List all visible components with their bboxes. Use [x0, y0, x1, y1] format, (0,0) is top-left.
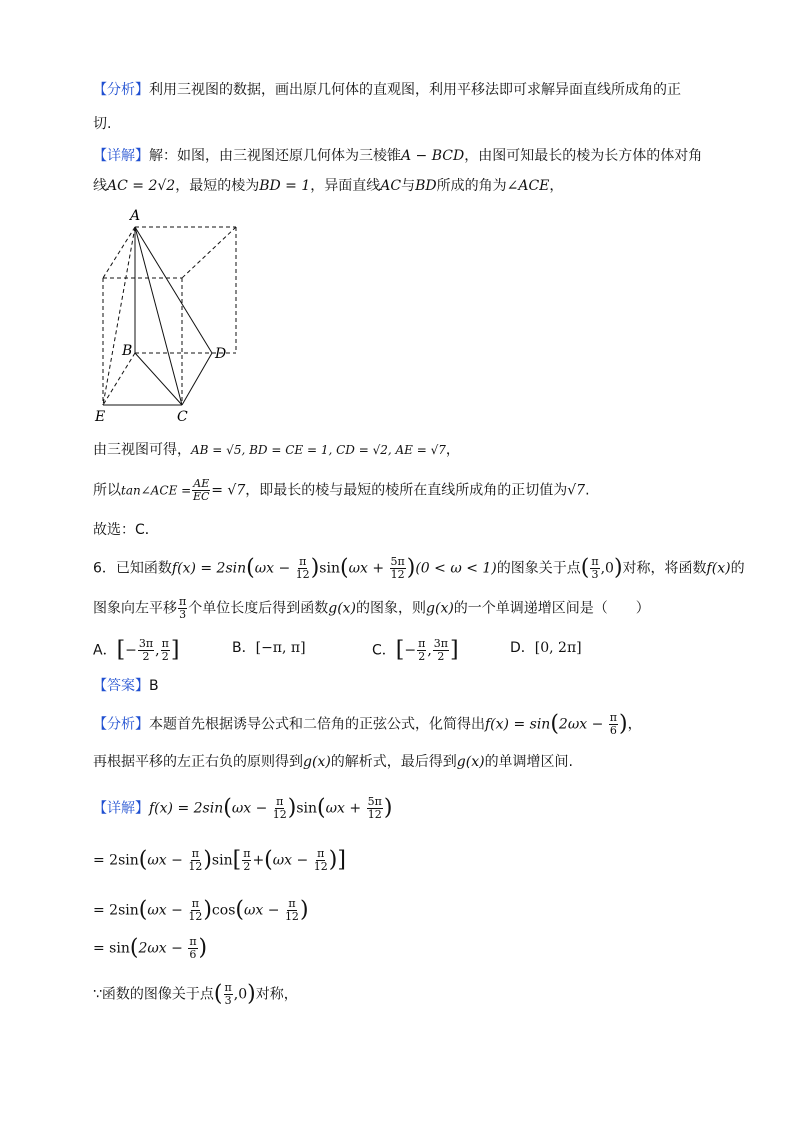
detail2-line-5: ∵函数的图像关于点( $\frac{\pi}{3}$ ,0)对称， — [93, 981, 298, 1007]
t: ，即最长的棱与最短的棱所在直线所成角的正切值为 — [245, 482, 568, 499]
t: 线 — [93, 178, 107, 194]
t: 的一个单调递增区间是（ ） — [453, 600, 650, 617]
math-bd2: BD — [415, 178, 437, 194]
q6-line-1: 6．已知函数f(x) = 2sin(ωx − $\frac{\pi}{12}$ )sin(ωx + $\frac{5\pi}{12}$ )(0 < ω < 1)的图象关于点( $\frac{\pi}{3}$ ,0)对称，将函数f(x)的 — [93, 555, 745, 581]
eq: = 2sin — [93, 852, 139, 869]
detail2-tag: 【详解】 — [93, 800, 149, 817]
t: 再根据平移的左正右负的原则得到 — [93, 754, 303, 770]
frac-5pi-12: $\frac{5\pi}{12}$ — [390, 555, 405, 581]
edge-ad — [135, 227, 212, 353]
math-bd: BD = 1 — [259, 178, 311, 194]
t: 与 — [401, 178, 416, 194]
option-c[interactable]: C．[− $\frac{\pi}{2}$ , $\frac{3\pi}{2}$ ] — [372, 637, 459, 663]
math-eq: = √7 — [211, 482, 246, 499]
t: ∵函数的图像关于点 — [93, 986, 214, 1003]
analysis-line-1 — [93, 80, 681, 100]
math-given: AB = √5, BD = CE = 1, CD = √2, AE = √7 — [191, 443, 446, 457]
t: 对称， — [255, 986, 298, 1003]
t: ， — [627, 716, 642, 733]
t: 的图象，则 — [356, 600, 427, 617]
label-c: C — [177, 409, 188, 425]
t: 的解析式，最后得到 — [330, 754, 457, 770]
frac-pi-3b: $\frac{\pi}{3}$ — [179, 595, 187, 621]
math-ac: AC = 2√2 — [107, 178, 176, 194]
math-val: √7 — [567, 482, 586, 499]
t: ，异面直线 — [310, 178, 381, 194]
t: 个单位长度后得到函数 — [188, 600, 329, 617]
option-value: [−π, π] — [255, 640, 306, 656]
paren: ) — [310, 555, 320, 581]
t: 的单调增区间. — [484, 754, 574, 770]
detail-text: 解：如图，由三视图还原几何体为三棱锥 — [149, 148, 401, 164]
frac-pi-12: $\frac{\pi}{12}$ — [295, 555, 310, 581]
q6-line-2 — [93, 596, 650, 621]
math-cond: (0 < ω < 1) — [415, 560, 497, 577]
math-angle: ∠ACE — [506, 178, 550, 194]
math-fx: f(x) = sin — [485, 716, 551, 733]
edge-cd — [182, 353, 212, 405]
t: ，最短的棱为 — [175, 178, 260, 194]
math-tan: tan∠ACE = — [121, 483, 192, 498]
analysis-line-2 — [93, 114, 111, 134]
analysis2-line-2 — [93, 752, 573, 772]
detail2-line-3: = 2sin(ωx − $\frac{\pi}{12}$ )cos(ωx − $\frac{\pi}{12}$ ) — [93, 897, 309, 923]
t: 的图象关于点 — [496, 560, 581, 577]
math-gx2: g(x) — [426, 600, 454, 617]
analysis-tag: 【分析】 — [93, 82, 149, 98]
option-label: C． — [372, 642, 396, 659]
option-label: A． — [93, 642, 117, 659]
option-label: D． — [510, 640, 535, 656]
eq: = 2sin — [93, 902, 139, 919]
analysis-text-2: 切. — [93, 116, 112, 132]
answer-tag: 【答案】 — [93, 678, 149, 694]
eq: = sin — [93, 940, 130, 957]
math-fx: f(x) = 2sin — [149, 800, 224, 817]
answer-value: B — [149, 678, 159, 694]
option-a[interactable]: A．[− $\frac{3\pi}{2}$ , $\frac{\pi}{2}$ ] — [93, 637, 180, 663]
choose-line — [93, 520, 159, 540]
t: 本题首先根据诱导公式和二倍角的正弦公式，化简得出 — [149, 716, 485, 733]
math-fx2: f(x) — [706, 560, 731, 577]
detail2-line-2: = 2sin(ωx − $\frac{\pi}{12}$ )sin[ $\frac{\pi}{2}$ +(ωx − $\frac{\pi}{12}$ )] — [93, 847, 346, 873]
label-e: E — [95, 409, 106, 425]
frac-pi-3: $\frac{\pi}{3}$ — [591, 555, 599, 581]
label-a: A — [130, 208, 141, 224]
edge — [182, 227, 236, 278]
sin: sin — [296, 800, 318, 817]
math-gx2: g(x) — [456, 754, 485, 770]
detail-line-1 — [93, 146, 702, 166]
tan-line — [93, 478, 590, 503]
analysis2-tag: 【分析】 — [93, 716, 149, 733]
edge — [103, 227, 135, 278]
given-line — [93, 440, 460, 460]
detail2-line-1: 【详解】f(x) = 2sin(ωx − $\frac{\pi}{12}$ )sin(ωx + $\frac{5\pi}{12}$ ) — [93, 795, 393, 821]
t: 对称，将函数 — [622, 560, 707, 577]
t: 图象向左平移 — [93, 600, 177, 617]
sin: sin — [211, 852, 233, 869]
math-gx: g(x) — [303, 754, 331, 770]
t: 的 — [730, 560, 745, 577]
analysis2-line-1: 【分析】本题首先根据诱导公式和二倍角的正弦公式，化简得出f(x) = sin(2ωx − $\frac{\pi}{6}$ )， — [93, 711, 642, 737]
den: EC — [193, 490, 210, 503]
t: ， — [445, 442, 460, 458]
detail-line-2 — [93, 176, 563, 196]
math-abcd: A − BCD — [401, 148, 465, 164]
detail-text-mid: ，由图可知最长的棱为长方体的体对角 — [464, 148, 703, 164]
option-b[interactable] — [232, 638, 306, 658]
detail2-line-4: = sin(2ωx − $\frac{\pi}{6}$ ) — [93, 935, 208, 961]
label-d: D — [215, 346, 227, 362]
t: 由三视图可得， — [93, 442, 191, 458]
t: 所成的角为 — [436, 178, 507, 194]
t: 6．已知函数 — [93, 560, 172, 577]
t: 所以 — [93, 482, 121, 499]
cos: cos — [211, 902, 236, 919]
t: . — [585, 482, 590, 499]
option-d[interactable] — [510, 638, 582, 658]
analysis-text: 利用三视图的数据，画出原几何体的直观图，利用平移法即可求解异面直线所成角的正 — [149, 82, 681, 98]
t: ， — [549, 178, 564, 194]
label-b: B — [122, 343, 133, 359]
option-value: [0, 2π] — [534, 640, 582, 656]
paren: ( — [246, 555, 255, 581]
detail-tag: 【详解】 — [93, 148, 149, 164]
fraction-ae-ec — [192, 478, 210, 503]
math-fx: f(x) = 2sin — [171, 560, 247, 577]
answer-line — [93, 676, 159, 696]
math-ac2: AC — [380, 178, 402, 194]
option-label: B． — [232, 640, 256, 656]
math-gx: g(x) — [328, 600, 357, 617]
geometry-figure — [88, 205, 258, 425]
num: AE — [193, 477, 210, 490]
t: 故选：C． — [93, 522, 159, 538]
